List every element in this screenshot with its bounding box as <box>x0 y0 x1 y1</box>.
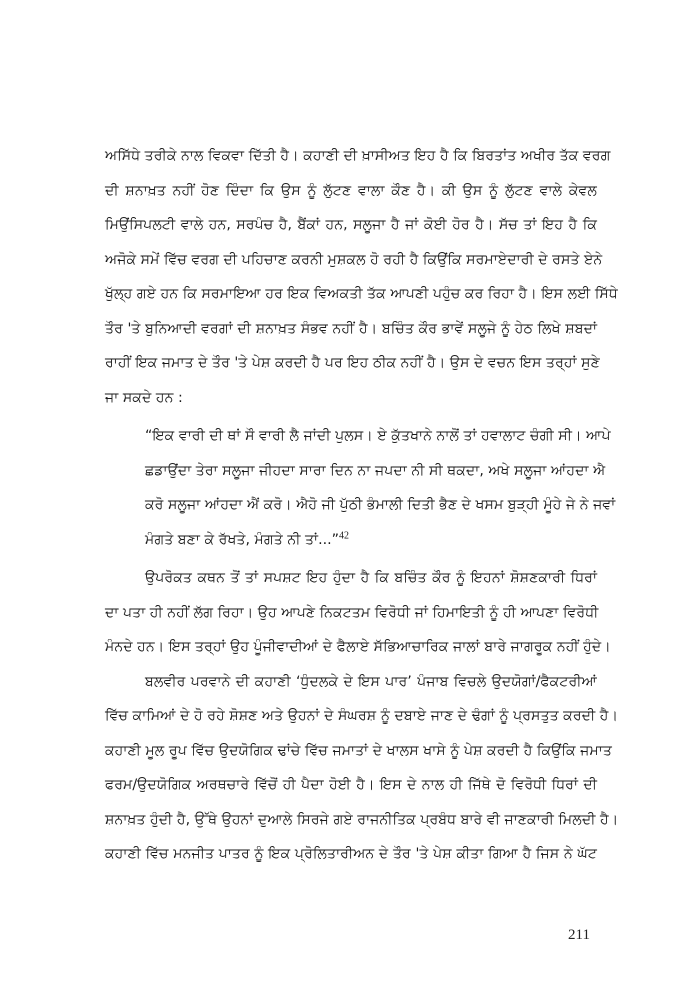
text-line: ਦਾ ਪਤਾ ਹੀ ਨਹੀਂ ਲੱਗ ਰਿਹਾ। ਉਹ ਆਪਣੇ ਨਿਕਟਤਮ ਵਿਰੋਧੀ ਜਾਂ ਹਿਮਾਇਤੀ ਨੂੰ ਹੀ ਆਪਣਾ ਵਿਰੋਧੀ <box>105 605 599 621</box>
quote-line: “ਇਕ ਵਾਰੀ ਦੀ ਥਾਂ ਸੌ ਵਾਰੀ ਲੈ ਜਾਂਦੀ ਪੁਲਸ। ਏ ਕੁੱਤਖਾਨੇ ਨਾਲੋਂ ਤਾਂ ਹਵਾਲਾਟ ਚੰਗੀ ਸੀ। ਆਪੇ <box>145 428 611 444</box>
text-line: ਵਿੱਚ ਕਾਮਿਆਂ ਦੇ ਹੋ ਰਹੇ ਸ਼ੋਸ਼ਣ ਅਤੇ ਉਹਨਾਂ ਦੇ ਸੰਘਰਸ਼ ਨੂੰ ਦਬਾਏ ਜਾਣ ਦੇ ਢੰਗਾਂ ਨੂੰ ਪ੍ਰਸਤੁਤ ਕਰਦੀ ਹੈ। <box>105 708 619 724</box>
text-line: ਕਹਾਣੀ ਵਿੱਚ ਮਨਜੀਤ ਪਾਤਰ ਨੂੰ ਇਕ ਪ੍ਰੋਲਿਤਾਰੀਅਨ ਦੇ ਤੌਰ 'ਤੇ ਪੇਸ਼ ਕੀਤਾ ਗਿਆ ਹੈ ਜਿਸ ਨੇ ਘੱਟ <box>105 846 597 862</box>
footnote-reference: 42 <box>338 530 349 542</box>
text-line: ਫਰਮ/ਉਦਯੋਗਿਕ ਅਰਥਚਾਰੇ ਵਿੱਚੋਂ ਹੀ ਪੈਦਾ ਹੋਈ ਹੈ। ਇਸ ਦੇ ਨਾਲ ਹੀ ਜਿੱਥੇ ਦੋ ਵਿਰੋਧੀ ਧਿਰਾਂ ਦੀ <box>105 777 597 793</box>
text-line: ਰਾਹੀਂ ਇਕ ਜਮਾਤ ਦੇ ਤੌਰ 'ਤੇ ਪੇਸ਼ ਕਰਦੀ ਹੈ ਪਰ ਇਹ ਠੀਕ ਨਹੀਂ ਹੈ। ਉਸ ਦੇ ਵਚਨ ਇਸ ਤਰ੍ਹਾਂ ਸੁਣੇ <box>105 355 600 371</box>
text-line: ਮਿਉਂਸਿਪਲਟੀ ਵਾਲੇ ਹਨ, ਸਰਪੰਚ ਹੈ, ਬੈਂਕਾਂ ਹਨ, ਸਲੂਜਾ ਹੈ ਜਾਂ ਕੋਈ ਹੋਰ ਹੈ। ਸੱਚ ਤਾਂ ਇਹ ਹੈ ਕਿ <box>105 217 597 233</box>
quote-text: ਮੰਗਤੇ ਬਣਾ ਕੇ ਰੱਖਤੇ, ਮੰਗਤੇ ਨੀ ਤਾਂ...” <box>145 532 339 548</box>
quote-line-last <box>145 530 597 550</box>
text-line: ਅਸਿੱਧੇ ਤਰੀਕੇ ਨਾਲ ਵਿਕਵਾ ਦਿੱਤੀ ਹੈ। ਕਹਾਣੀ ਦੀ ਖ਼ਾਸੀਅਤ ਇਹ ਹੈ ਕਿ ਬਿਰਤਾਂਤ ਅਖੀਰ ਤੱਕ ਵਰਗ <box>105 148 611 164</box>
text-line: ਸ਼ਨਾਖ਼ਤ ਹੁੰਦੀ ਹੈ, ਉੱਥੇ ਉਹਨਾਂ ਦੁਆਲੇ ਸਿਰਜੇ ਗਏ ਰਾਜਨੀਤਿਕ ਪ੍ਰਬੰਧ ਬਾਰੇ ਵੀ ਜਾਣਕਾਰੀ ਮਿਲਦੀ ਹੈ। <box>105 812 619 828</box>
text-line: ਉਪਰੋਕਤ ਕਥਨ ਤੋਂ ਤਾਂ ਸਪਸ਼ਟ ਇਹ ਹੁੰਦਾ ਹੈ ਕਿ ਬਚਿੰਤ ਕੌਰ ਨੂੰ ਇਹਨਾਂ ਸ਼ੋਸ਼ਣਕਾਰੀ ਧਿਰਾਂ <box>145 570 597 586</box>
text-line: ਅਜੋਕੇ ਸਮੇਂ ਵਿੱਚ ਵਰਗ ਦੀ ਪਹਿਚਾਣ ਕਰਨੀ ਮੁਸ਼ਕਲ ਹੋ ਰਹੀ ਹੈ ਕਿਉਂਕਿ ਸਰਮਾਏਦਾਰੀ ਦੇ ਰਸਤੇ ਏਨੇ <box>105 252 603 268</box>
text-line: ਮੰਨਦੇ ਹਨ। ਇਸ ਤਰ੍ਹਾਂ ਉਹ ਪੂੰਜੀਵਾਦੀਆਂ ਦੇ ਫੈਲਾਏ ਸੱਭਿਆਚਾਰਿਕ ਜਾਲਾਂ ਬਾਰੇ ਜਾਗਰੂਕ ਨਹੀਂ ਹੁੰਦੇ। <box>105 639 611 655</box>
text-line: ਦੀ ਸ਼ਨਾਖ਼ਤ ਨਹੀਂ ਹੋਣ ਦਿੰਦਾ ਕਿ ਉਸ ਨੂੰ ਲੁੱਟਣ ਵਾਲਾ ਕੌਣ ਹੈ। ਕੀ ਉਸ ਨੂੰ ਲੁੱਟਣ ਵਾਲੇ ਕੇਵਲ <box>105 183 597 199</box>
quote-line: ਕਰੋ ਸਲੂਜਾ ਆਂਹਦਾ ਐਂ ਕਰੋ। ਐਹੋ ਜੀ ਪੁੱਠੀ ਭੰਮਾਲੀ ਦਿਤੀ ਭੈਣ ਦੇ ਖਸਮ ਬੁੜ੍ਹੀ ਮੂੰਹੇ ਜੇ ਨੇ ਜਵਾਂ <box>145 497 616 513</box>
text-line: ਜਾ ਸਕਦੇ ਹਨ : <box>105 390 183 406</box>
text-line: ਤੌਰ 'ਤੇ ਬੁਨਿਆਦੀ ਵਰਗਾਂ ਦੀ ਸ਼ਨਾਖ਼ਤ ਸੰਭਵ ਨਹੀਂ ਹੈ। ਬਚਿੰਤ ਕੌਰ ਭਾਵੇਂ ਸਲੂਜੇ ਨੂੰ ਹੇਠ ਲਿਖੇ ਸ਼ਬਦਾਂ <box>105 321 597 337</box>
text-line: ਕਹਾਣੀ ਮੂਲ ਰੂਪ ਵਿੱਚ ਉਦਯੋਗਿਕ ਢਾਂਚੇ ਵਿੱਚ ਜਮਾਤਾਂ ਦੇ ਖਾਲਸ ਖਾਸੇ ਨੂੰ ਪੇਸ਼ ਕਰਦੀ ਹੈ ਕਿਉਂਕਿ ਜਮਾਤ <box>105 743 612 759</box>
text-line: ਬਲਵੀਰ ਪਰਵਾਨੇ ਦੀ ਕਹਾਣੀ ‘ਧੁੰਦਲਕੇ ਦੇ ਇਸ ਪਾਰ’ ਪੰਜਾਬ ਵਿਚਲੇ ਉਦਯੋਗਾਂ/ਫੈਕਟਰੀਆਂ <box>145 674 597 690</box>
text-line: ਖੁੱਲ੍ਹ ਗਏ ਹਨ ਕਿ ਸਰਮਾਇਆ ਹਰ ਇਕ ਵਿਅਕਤੀ ਤੱਕ ਆਪਣੀ ਪਹੁੰਚ ਕਰ ਰਿਹਾ ਹੈ। ਇਸ ਲਈ ਸਿੱਧੇ <box>105 286 618 302</box>
page-number: 211 <box>568 927 590 943</box>
quote-line: ਛਡਾਉਂਦਾ ਤੇਰਾ ਸਲੂਜਾ ਜੀਹਦਾ ਸਾਰਾ ਦਿਨ ਨਾ ਜਪਦਾ ਨੀ ਸੀ ਥਕਦਾ, ਅਖੇ ਸਲੂਜਾ ਆਂਹਦਾ ਐ <box>145 463 606 479</box>
